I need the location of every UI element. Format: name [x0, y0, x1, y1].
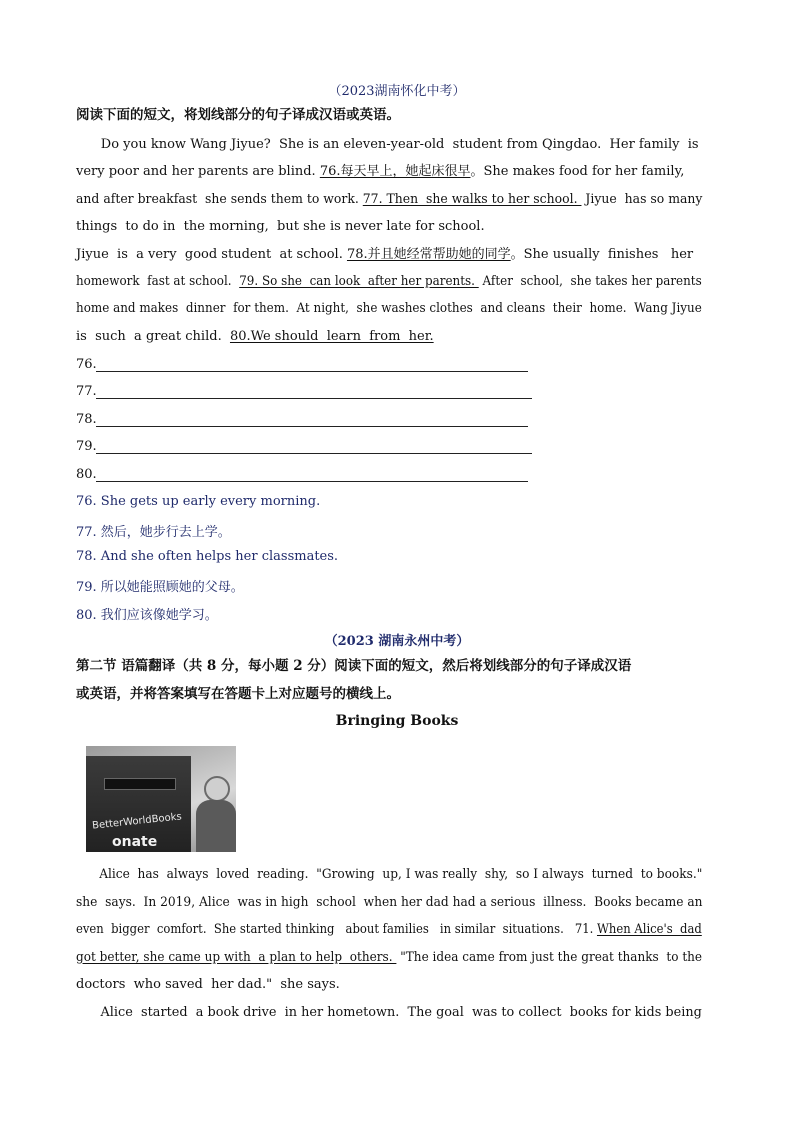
passage-text: Alice started a book drive in her hometown. The goal was to collect books for kids being [76, 1005, 702, 1020]
passage-line [76, 273, 702, 291]
blank-rule [96, 384, 532, 399]
underlined-sentence: 78.并且她经常帮助她的同学 [346, 246, 511, 262]
passage-line [76, 894, 702, 912]
bin-slot [104, 778, 176, 790]
answer-item: 80. 我们应该像她学习。 [76, 607, 218, 623]
passage-text: Alice has always loved reading. "Growing up, I was really shy, so I always turned to books." [76, 867, 703, 882]
blank-number: 79. [76, 439, 97, 455]
passage-text: Jiyue has so many [581, 191, 703, 207]
blank-rule [96, 412, 528, 427]
passage-line [76, 976, 340, 994]
bin-donate-text: onate [112, 834, 158, 850]
passage-text: even bigger comfort. She started thinking about families in similar situations. 71. [76, 922, 597, 938]
blank-rule [96, 467, 528, 482]
passage-text: 。She usually finishes her [510, 246, 694, 262]
answer-item: 79. 所以她能照顾她的父母。 [76, 580, 244, 596]
underlined-sentence: 77. Then she walks to her school. [362, 191, 582, 207]
underlined-sentence: When Alice's dad [596, 922, 702, 938]
passage-line [76, 163, 684, 181]
answer-blank-line[interactable] [76, 439, 532, 454]
passage-title: Bringing Books [335, 713, 459, 729]
passage-line [76, 328, 434, 346]
bin-logo-text: BetterWorldBooks [91, 811, 183, 832]
answer-blank-line[interactable] [76, 412, 528, 427]
passage-line [76, 246, 693, 264]
underlined-sentence: got better, she came up with a plan to help others. [76, 949, 397, 965]
underlined-sentence: 79. So she can look after her parents. [239, 274, 479, 289]
passage-text: she says. In 2019, Alice was in high school when her dad had a serious illness. Books became an [76, 894, 703, 910]
answer-item: 78. And she often helps her classmates. [76, 548, 339, 564]
section1-instruction: 阅读下面的短文，将划线部分的句子译成汉语或英语。 [76, 107, 400, 123]
answer-item: 77. 然后，她步行去上学。 [76, 525, 231, 541]
passage-line [76, 300, 702, 318]
passage-text: is such a great child. [76, 328, 230, 344]
section2-instruction-line2: 或英语，并将答案填写在答题卡上对应题号的横线上。 [76, 686, 400, 702]
passage-text: Jiyue is a very good student at school. [76, 246, 347, 262]
passage-line [76, 866, 702, 884]
passage-text: After school, she takes her parents [478, 274, 702, 289]
answer-item: 76. She gets up early every morning. [76, 494, 321, 509]
passage-text: "The idea came from just the great thanks to the [396, 949, 703, 965]
passage-line [76, 1004, 702, 1022]
section2-instruction-line1: 第二节 语篇翻译（共 8 分，每小题 2 分）阅读下面的短文，然后将划线部分的句子译成汉语 [76, 658, 632, 674]
passage-text: things to do in the morning, but she is never late for school. [76, 219, 485, 235]
passage-text: home and makes dinner for them. At night, she washes clothes and cleans their home. Wang Jiyue [76, 301, 702, 317]
book-donation-photo [86, 746, 236, 852]
underlined-sentence: 76.每天早上，她起床很早 [319, 164, 471, 180]
section1-source: （2023湖南怀化中考） [328, 84, 466, 99]
passage-line [76, 921, 702, 939]
section2-source: （2023 湖南永州中考） [324, 634, 470, 649]
person-body [196, 800, 236, 852]
blank-number: 80. [76, 466, 97, 482]
answer-blank-line[interactable] [76, 467, 528, 482]
passage-text: Do you know Wang Jiyue? She is an eleven-year-old student from Qingdao. Her family is [76, 137, 699, 152]
passage-line [76, 949, 702, 967]
blank-number: 76. [76, 357, 97, 372]
passage-text: very poor and her parents are blind. [76, 164, 320, 180]
passage-text: doctors who saved her dad." she says. [76, 977, 340, 993]
blank-rule [96, 357, 528, 372]
passage-text: homework fast at school. [76, 274, 240, 289]
underlined-sentence: 80.We should learn from her. [229, 328, 434, 344]
answer-blank-line[interactable] [76, 357, 528, 372]
answer-blank-line[interactable] [76, 384, 532, 399]
blank-number: 78. [76, 411, 97, 427]
passage-text: and after breakfast she sends them to work. [76, 191, 363, 207]
blank-number: 77. [76, 384, 97, 400]
passage-text: 。She makes food for her family, [470, 164, 685, 180]
passage-line [76, 218, 485, 236]
passage-line [76, 191, 702, 209]
passage-line [76, 136, 699, 154]
person-head [204, 776, 230, 802]
blank-rule [96, 439, 532, 454]
